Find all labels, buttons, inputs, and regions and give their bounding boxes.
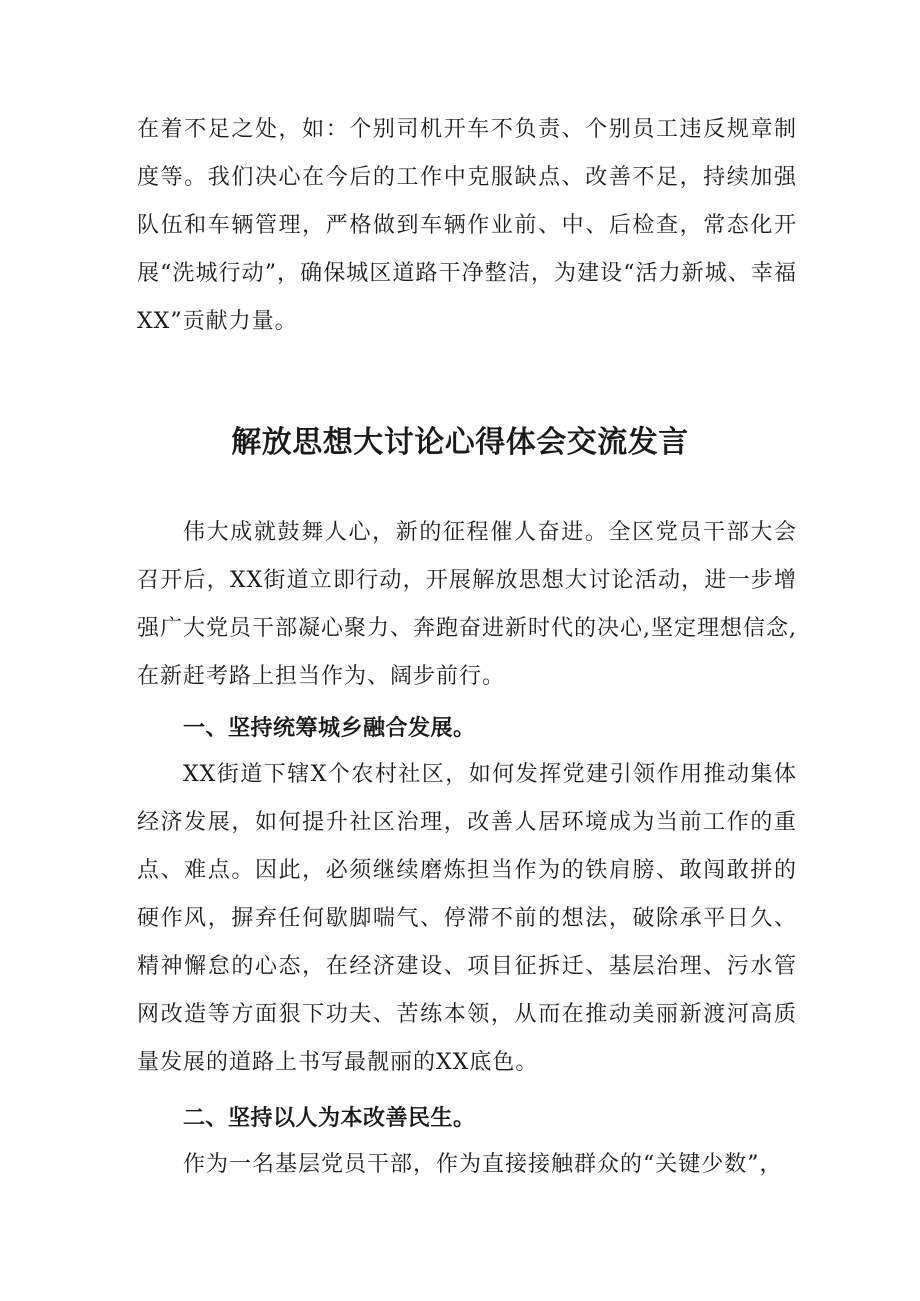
intro-paragraph: 伟大成就鼓舞人心，新的征程催人奋进。全区党员干部大会召开后，XX街道立即行动，开展解放思想大讨论活动，进一步增强广大党员干部凝心聚力、奔跑奋进新时代的决心,坚定理想信念,在新赶考路上担当作为、阔步前行。 [137, 520, 797, 689]
page-title: 解放思想大讨论心得体会交流发言 [231, 425, 689, 460]
section-1-heading: 一、坚持统筹城乡融合发展。 [183, 716, 476, 741]
section-2-heading: 二、坚持以人为本改善民生。 [183, 1106, 476, 1131]
continuation-paragraph: 在着不足之处，如：个别司机开车不负责、个别员工违反规章制度等。我们决心在今后的工作中克服缺点、改善不足，持续加强队伍和车辆管理，严格做到车辆作业前、中、后检查，常态化开展“洗城行动”，确保城区道路干净整洁，为建设“活力新城、幸福XX”贡献力量。 [137, 117, 797, 334]
section-1-paragraph: XX街道下辖X个农村社区，如何发挥党建引领作用推动集体经济发展，如何提升社区治理，改善人居环境成为当前工作的重点、难点。因此，必须继续磨炼担当作为的铁肩膀、敢闯敢拼的硬作风，摒弃任何歇脚喘气、停滞不前的想法，破除承平日久、精神懈怠的心态，在经济建设、项目征拆迁、基层治理、污水管网改造等方面狠下功夫、苦练本领，从而在推动美丽新渡河高质量发展的道路上书写最靓丽的XX底色。 [137, 762, 797, 1075]
section-2-paragraph: 作为一名基层党员干部，作为直接接触群众的“关键少数”， [183, 1152, 783, 1177]
